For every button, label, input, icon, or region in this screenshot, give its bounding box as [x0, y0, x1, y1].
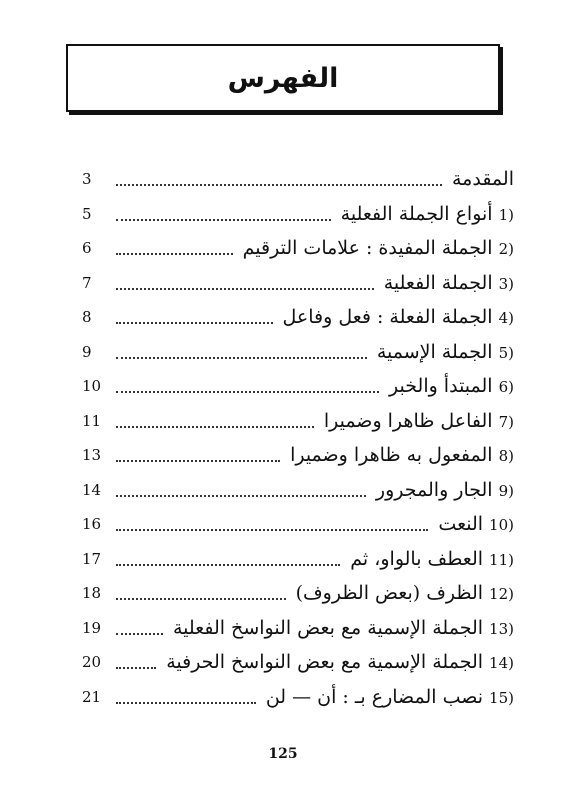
dot-leader	[116, 495, 366, 497]
dot-leader	[116, 426, 314, 428]
toc-entry-number: 5)	[498, 343, 514, 362]
toc-entry-number: 9)	[498, 481, 514, 500]
dot-leader	[116, 702, 256, 704]
toc-entry[interactable]	[82, 404, 514, 439]
toc-entry-title	[166, 651, 514, 673]
table-of-contents	[82, 162, 514, 714]
toc-entry[interactable]	[82, 611, 514, 646]
toc-entry-title	[296, 582, 514, 604]
toc-entry-title	[377, 341, 514, 363]
toc-entry-number: 2)	[498, 240, 514, 259]
toc-entry[interactable]	[82, 438, 514, 473]
toc-entry-number: 14)	[489, 654, 514, 673]
toc-entry-page: 5	[82, 204, 92, 223]
toc-entry-title	[376, 479, 514, 501]
toc-entry-number: 12)	[489, 585, 514, 604]
toc-entry[interactable]	[82, 231, 514, 266]
toc-entry-page: 19	[82, 618, 102, 637]
toc-entry-title	[290, 444, 514, 466]
dot-leader	[116, 253, 233, 255]
toc-entry[interactable]	[82, 162, 514, 197]
toc-entry[interactable]	[82, 300, 514, 335]
toc-entry-page: 18	[82, 584, 102, 603]
toc-entry-number: 1)	[498, 205, 514, 224]
toc-entry-text: المقدمة	[451, 168, 514, 191]
toc-entry-text: المبتدأ والخبر	[389, 375, 493, 398]
toc-entry[interactable]	[82, 507, 514, 542]
toc-entry-text: الجملة الفعلة : فعل وفاعل	[282, 306, 493, 329]
toc-entry-title	[266, 686, 514, 708]
toc-entry-title	[384, 272, 514, 294]
toc-entry[interactable]	[82, 680, 514, 715]
toc-entry-text: الفاعل ظاهرا وضميرا	[323, 409, 493, 432]
toc-entry-page: 3	[82, 170, 92, 189]
toc-entry-number: 4)	[498, 309, 514, 328]
dot-leader	[116, 391, 379, 393]
toc-entry-number: 13)	[489, 619, 514, 638]
toc-entry-text: أنواع الجملة الفعلية	[340, 202, 493, 225]
toc-entry-number: 6)	[498, 378, 514, 397]
toc-entry-text: المفعول به ظاهرا وضميرا	[290, 444, 493, 467]
toc-entry-text: الجملة الإسمية مع بعض النواسخ الحرفية	[166, 651, 484, 674]
toc-entry[interactable]	[82, 645, 514, 680]
toc-entry-page: 8	[82, 308, 92, 327]
toc-entry[interactable]	[82, 576, 514, 611]
toc-entry-number: 11)	[489, 550, 514, 569]
toc-entry-title	[243, 237, 514, 259]
toc-entry-page: 14	[82, 480, 102, 499]
toc-entry-page: 10	[82, 377, 102, 396]
toc-entry-text: النعت	[438, 513, 484, 536]
toc-entry-page: 6	[82, 239, 92, 258]
dot-leader	[116, 184, 442, 186]
dot-leader	[116, 460, 280, 462]
toc-entry-number: 3)	[498, 274, 514, 293]
toc-entry-page: 20	[82, 653, 102, 672]
toc-entry-number: 10)	[489, 516, 514, 535]
toc-entry[interactable]	[82, 197, 514, 232]
index-title: الفهرس	[227, 62, 339, 94]
toc-entry-title	[350, 548, 514, 570]
toc-entry-title	[389, 375, 514, 397]
toc-entry-page: 17	[82, 549, 102, 568]
toc-entry-text: نصب المضارع بـ : أن — لن	[265, 685, 484, 708]
page-number: 125	[268, 746, 298, 762]
dot-leader	[116, 288, 374, 290]
toc-entry-page: 16	[82, 515, 102, 534]
toc-entry-page: 21	[82, 687, 102, 706]
toc-entry[interactable]	[82, 369, 514, 404]
toc-entry-page: 13	[82, 446, 102, 465]
toc-entry-title	[341, 203, 514, 225]
toc-entry-text: الجملة الإسمية	[376, 340, 493, 363]
toc-entry-text: الجار والمجرور	[375, 478, 493, 501]
toc-entry-title	[438, 513, 514, 535]
dot-leader	[116, 667, 156, 669]
dot-leader	[116, 529, 428, 531]
toc-entry-text: العطف بالواو، ثم	[350, 547, 484, 570]
dot-leader	[116, 598, 286, 600]
toc-entry-text: الجملة المفيدة : علامات الترقيم	[242, 237, 493, 260]
toc-entry-number: 8)	[498, 447, 514, 466]
toc-entry-title	[324, 410, 514, 432]
toc-entry[interactable]	[82, 542, 514, 577]
toc-entry-page: 7	[82, 273, 92, 292]
dot-leader	[116, 219, 331, 221]
toc-entry-title	[173, 617, 514, 639]
toc-entry-title	[283, 306, 515, 328]
toc-entry[interactable]	[82, 473, 514, 508]
toc-entry-title	[452, 168, 514, 190]
dot-leader	[116, 357, 367, 359]
dot-leader	[116, 633, 163, 635]
toc-entry[interactable]	[82, 266, 514, 301]
toc-entry-page: 9	[82, 342, 92, 361]
toc-entry-text: الظرف (بعض الظروف)	[295, 582, 484, 605]
toc-entry-number: 15)	[489, 688, 514, 707]
dot-leader	[116, 564, 340, 566]
toc-entry-page: 11	[82, 411, 102, 430]
index-title-box	[66, 44, 500, 112]
toc-entry-number: 7)	[498, 412, 514, 431]
dot-leader	[116, 322, 273, 324]
toc-entry[interactable]	[82, 335, 514, 370]
toc-entry-text: الجملة الإسمية مع بعض النواسخ الفعلية	[172, 616, 484, 639]
toc-entry-text: الجملة الفعلية	[383, 271, 493, 294]
